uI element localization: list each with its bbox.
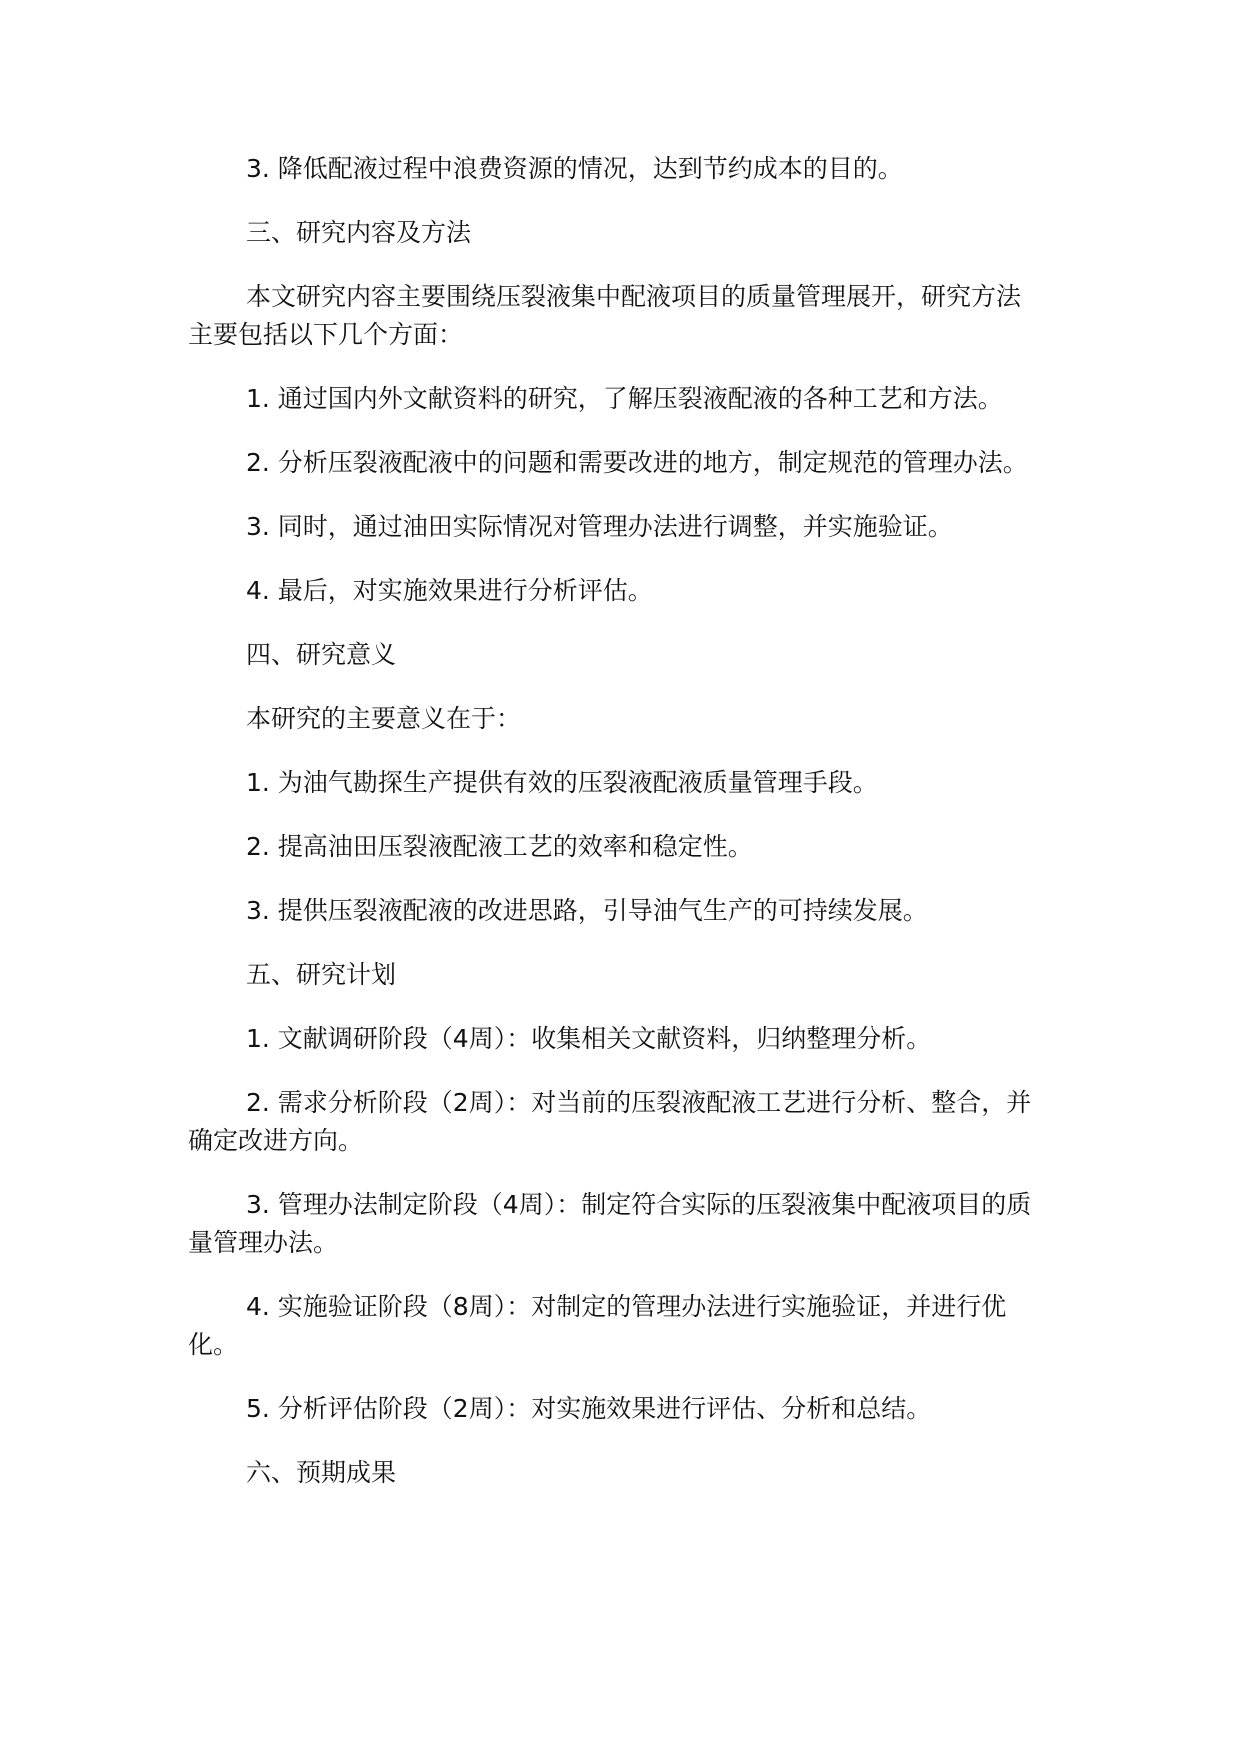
plan-item-literature-stage: 1. 文献调研阶段（4周）：收集相关文献资料，归纳整理分析。 bbox=[246, 1024, 932, 1053]
plan-item-method-stage: 3. 管理办法制定阶段（4周）：制定符合实际的压裂液集中配液项目的质量管理办法。 bbox=[188, 1190, 1032, 1257]
list-item-literature: 1. 通过国内外文献资料的研究，了解压裂液配液的各种工艺和方法。 bbox=[246, 384, 1003, 413]
section-heading-content-methods: 三、研究内容及方法 bbox=[246, 218, 472, 247]
section-heading-significance: 四、研究意义 bbox=[246, 640, 397, 669]
list-item-quality-means: 1. 为油气勘探生产提供有效的压裂液配液质量管理手段。 bbox=[246, 768, 878, 797]
list-item-evaluation: 4. 最后，对实施效果进行分析评估。 bbox=[246, 576, 653, 605]
document-body bbox=[188, 150, 1038, 1518]
paragraph-research-intro: 本文研究内容主要围绕压裂液集中配液项目的质量管理展开，研究方法主要包括以下几个方面： bbox=[188, 282, 1022, 349]
section-heading-expected-results: 六、预期成果 bbox=[246, 1458, 397, 1487]
plan-item-requirements-stage: 2. 需求分析阶段（2周）：对当前的压裂液配液工艺进行分析、整合，并确定改进方向。 bbox=[188, 1088, 1032, 1155]
section-heading-plan: 五、研究计划 bbox=[246, 960, 397, 989]
plan-item-assessment-stage: 5. 分析评估阶段（2周）：对实施效果进行评估、分析和总结。 bbox=[246, 1394, 932, 1423]
list-item-adjustment: 3. 同时，通过油田实际情况对管理办法进行调整，并实施验证。 bbox=[246, 512, 953, 541]
plan-item-validation-stage: 4. 实施验证阶段（8周）：对制定的管理办法进行实施验证，并进行优化。 bbox=[188, 1292, 1007, 1359]
paragraph-significance-intro: 本研究的主要意义在于： bbox=[246, 704, 522, 733]
list-item-reduce-waste: 3. 降低配液过程中浪费资源的情况，达到节约成本的目的。 bbox=[246, 154, 903, 183]
list-item-sustainability: 3. 提供压裂液配液的改进思路，引导油气生产的可持续发展。 bbox=[246, 896, 928, 925]
list-item-efficiency: 2. 提高油田压裂液配液工艺的效率和稳定性。 bbox=[246, 832, 753, 861]
list-item-analysis: 2. 分析压裂液配液中的问题和需要改进的地方，制定规范的管理办法。 bbox=[246, 448, 1028, 477]
